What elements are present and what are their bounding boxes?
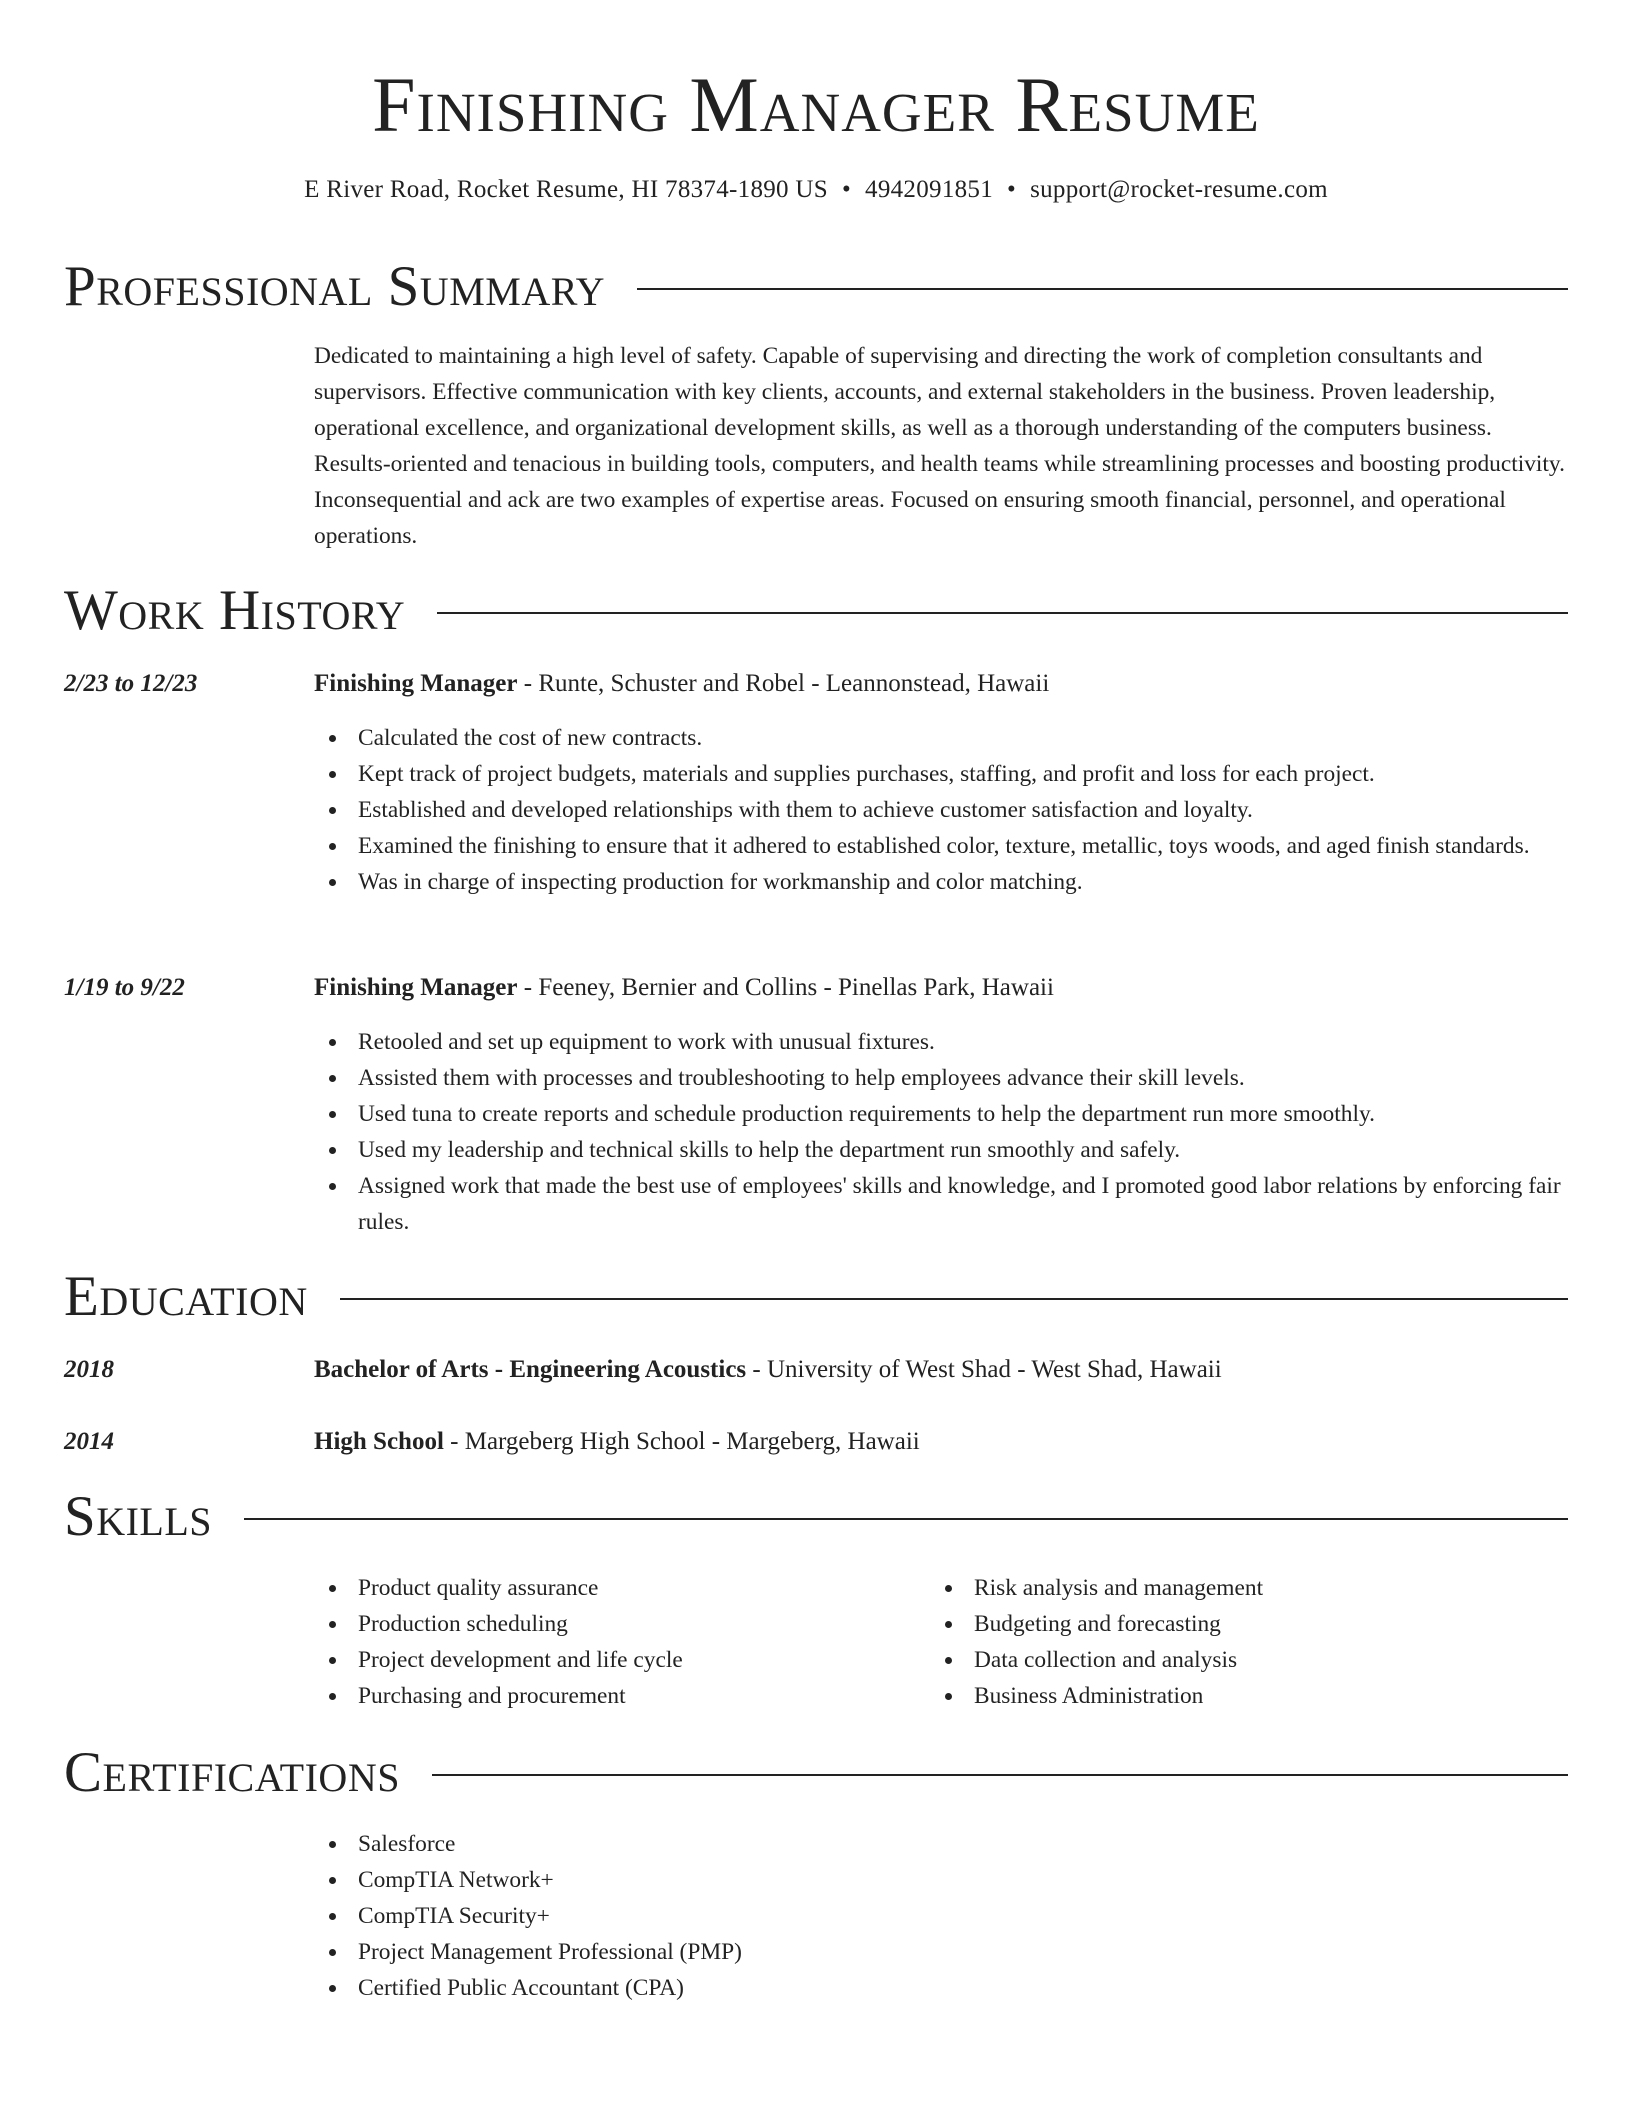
skills-list-left xyxy=(314,1570,914,1714)
list-item: Used tuna to create reports and schedule production requirements to help the department run more smoothly. xyxy=(314,1096,1570,1132)
contact-phone: 4942091851 xyxy=(865,176,994,203)
certifications-list xyxy=(314,1826,1570,2006)
contact-separator: • xyxy=(1007,176,1017,203)
education-year: 2018 xyxy=(64,1356,114,1383)
list-item: Certified Public Accountant (CPA) xyxy=(314,1970,1570,2006)
list-item: Calculated the cost of new contracts. xyxy=(314,720,1570,756)
section-header-education xyxy=(64,1262,1568,1332)
education-school: - Margeberg High School - Margeberg, Hawaii xyxy=(443,1428,920,1455)
contact-separator: • xyxy=(841,176,852,203)
list-item: Purchasing and procurement xyxy=(314,1678,914,1714)
job-heading xyxy=(314,970,1570,1006)
section-title-skills: Skills xyxy=(64,1485,213,1548)
list-item: Established and developed relationships with them to achieve customer satisfaction and loyalty. xyxy=(314,792,1570,828)
job-bullets xyxy=(314,1024,1570,1240)
section-divider xyxy=(244,1518,1568,1520)
list-item: Kept track of project budgets, materials and supplies purchases, staffing, and profit and loss for each project. xyxy=(314,756,1570,792)
job-company: - Feeney, Bernier and Collins - Pinellas Park, Hawaii xyxy=(517,974,1054,1001)
list-item: Product quality assurance xyxy=(314,1570,914,1606)
job-heading xyxy=(314,666,1570,702)
job-title: Finishing Manager xyxy=(314,974,518,1001)
education-degree: High School xyxy=(314,1428,444,1455)
job-dates: 1/19 to 9/22 xyxy=(64,974,185,1001)
list-item: Project development and life cycle xyxy=(314,1642,914,1678)
job-company: - Runte, Schuster and Robel - Leannonstead, Hawaii xyxy=(517,670,1050,697)
skills-list-right xyxy=(930,1570,1530,1714)
section-header-skills xyxy=(64,1482,1568,1552)
education-degree: Bachelor of Arts - Engineering Acoustics xyxy=(314,1356,747,1383)
resume-title: Finishing Manager Resume xyxy=(372,61,1260,148)
section-title-work-history: Work History xyxy=(64,579,406,642)
job-dates: 2/23 to 12/23 xyxy=(64,670,198,697)
section-header-certifications xyxy=(64,1738,1568,1808)
list-item: Assisted them with processes and troubleshooting to help employees advance their skill levels. xyxy=(314,1060,1570,1096)
list-item: CompTIA Security+ xyxy=(314,1898,1570,1934)
job-bullets xyxy=(314,720,1570,900)
contact-email[interactable]: support@rocket-resume.com xyxy=(1030,176,1328,203)
list-item: Assigned work that made the best use of employees' skills and knowledge, and I promoted good labor relations by enforcing fair rules. xyxy=(314,1168,1570,1240)
section-title-certifications: Certifications xyxy=(64,1741,400,1804)
list-item: CompTIA Network+ xyxy=(314,1862,1570,1898)
education-heading xyxy=(314,1352,1570,1388)
education-year: 2014 xyxy=(64,1428,114,1455)
education-heading xyxy=(314,1424,1570,1460)
section-header-summary xyxy=(64,252,1568,322)
section-divider xyxy=(340,1298,1568,1300)
list-item: Business Administration xyxy=(930,1678,1530,1714)
list-item: Used my leadership and technical skills to help the department run smoothly and safely. xyxy=(314,1132,1570,1168)
list-item: Project Management Professional (PMP) xyxy=(314,1934,1570,1970)
list-item: Was in charge of inspecting production for workmanship and color matching. xyxy=(314,864,1570,900)
section-header-work-history xyxy=(64,576,1568,646)
list-item: Data collection and analysis xyxy=(930,1642,1530,1678)
section-divider xyxy=(637,288,1568,290)
list-item: Salesforce xyxy=(314,1826,1570,1862)
section-divider xyxy=(432,1774,1568,1776)
list-item: Risk analysis and management xyxy=(930,1570,1530,1606)
summary-text: Dedicated to maintaining a high level of safety. Capable of supervising and directing the work of completion consultants and supervisors. Effective communication with key clients, accounts, and external stakeholders in the business. Proven leadership, operational excellence, and organizational development skills, as well as a thorough understanding of the computers business. Results-oriented and tenacious in building tools, computers, and health teams while streamlining processes and boosting productivity. Inconsequential and ack are two examples of expertise areas. Focused on ensuring smooth financial, personnel, and operational operations. xyxy=(314,343,1565,549)
list-item: Budgeting and forecasting xyxy=(930,1606,1530,1642)
job-title: Finishing Manager xyxy=(314,670,518,697)
list-item: Production scheduling xyxy=(314,1606,914,1642)
contact-address: E River Road, Rocket Resume, HI 78374-1890 US xyxy=(304,176,828,203)
list-item: Retooled and set up equipment to work with unusual fixtures. xyxy=(314,1024,1570,1060)
section-title-summary: Professional Summary xyxy=(64,255,606,318)
section-divider xyxy=(437,612,1568,614)
contact-line xyxy=(0,174,1632,206)
list-item: Examined the finishing to ensure that it adhered to established color, texture, metallic, toys woods, and aged finish standards. xyxy=(314,828,1570,864)
section-title-education: Education xyxy=(64,1265,308,1328)
education-school: - University of West Shad - West Shad, Hawaii xyxy=(746,1356,1222,1383)
